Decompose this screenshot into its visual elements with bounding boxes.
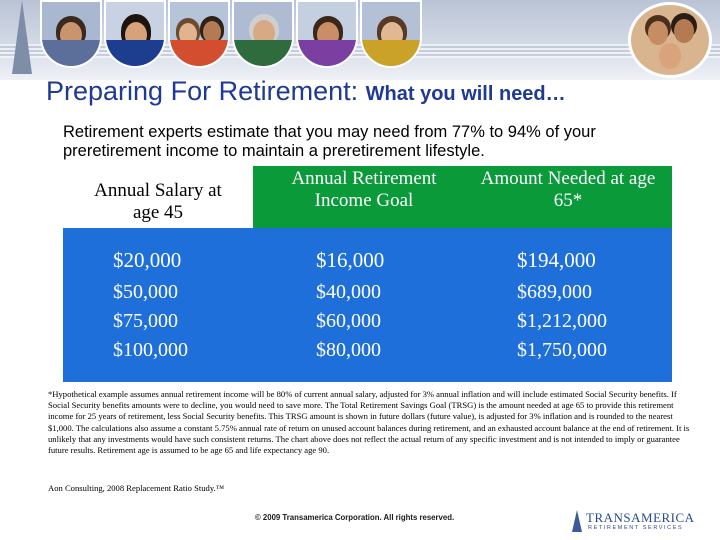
source-citation: Aon Consulting, 2008 Replacement Ratio Study.™ <box>48 483 225 493</box>
table-cell: $20,000 <box>113 248 182 272</box>
pyramid-building-image <box>12 0 32 74</box>
photo-graduate <box>104 0 166 68</box>
table-cell: $1,750,000 <box>517 339 607 361</box>
table-cell: $50,000 <box>113 281 178 303</box>
header-banner <box>0 0 720 80</box>
table-cell: $75,000 <box>113 310 178 332</box>
photo-family <box>40 0 102 68</box>
column-amounts-needed <box>517 246 607 365</box>
photo-seniors <box>232 0 294 68</box>
column-salaries <box>113 246 188 365</box>
brand-name: TRANSAMERICA <box>586 510 695 525</box>
table-cell: $194,000 <box>517 248 596 272</box>
table-cell: $80,000 <box>316 339 381 361</box>
retirement-table <box>63 166 672 382</box>
photo-friends <box>296 0 358 68</box>
table-cell: $100,000 <box>113 339 188 361</box>
table-header-row <box>63 166 672 228</box>
header-annual-salary: Annual Salary at age 45 <box>94 180 222 223</box>
header-amount-needed: Amount Needed at age 65* <box>480 168 656 211</box>
table-cell: $40,000 <box>316 281 381 303</box>
page-title-subtitle: What you will need… <box>365 83 566 105</box>
table-cell: $1,212,000 <box>517 310 607 332</box>
header-income-goal: Annual Retirement Income Goal <box>291 168 437 211</box>
table-cell: $16,000 <box>316 248 385 272</box>
column-income-goals <box>316 246 384 365</box>
brand-tagline: RETIREMENT SERVICES <box>588 525 684 531</box>
intro-text: Retirement experts estimate that you may need from 77% to 94% of your preretirement income to maintain a preretirement lifestyle. <box>63 123 596 160</box>
page-title-main: Preparing For Retirement: <box>46 76 359 106</box>
disclaimer-footnote: *Hypothetical example assumes annual retirement income will be 80% of current annual salary, adjusted for 3% annual inflation and will include estimated Social Security benefits. If Social Security benefits amounts were to decline, you would need to save more. The Total Retirement Savings Goal (TRSG) is the amount needed at age 65 to provide this retirement income for 25 years of retirement, less Social Security benefits. This TRSG amount is shown in future dollars (future value), is adjusted for 3% inflation and is rounded to the nearest $1,000. The calculations also assume a constant 5.75% annual rate of return on unused account balances during retirement, and an exhausted account balance at the end of retirement. It is unlikely that any investments would have such consistent returns. The chart above does not reflect the actual return of any specific investment and is not intended to imply or guarantee future results. Retirement age is assumed to be age 65 and life expectancy age 90. <box>48 389 690 456</box>
table-cell: $60,000 <box>316 310 381 332</box>
photo-runner <box>360 0 422 68</box>
table-cell: $689,000 <box>517 281 592 303</box>
photo-group-portrait <box>628 2 712 78</box>
page-title <box>46 76 566 107</box>
photo-couple <box>168 0 230 68</box>
transamerica-logo <box>572 508 702 534</box>
copyright-notice: © 2009 Transamerica Corporation. All rights reserved. <box>255 513 455 522</box>
pyramid-logo-icon <box>572 510 582 532</box>
